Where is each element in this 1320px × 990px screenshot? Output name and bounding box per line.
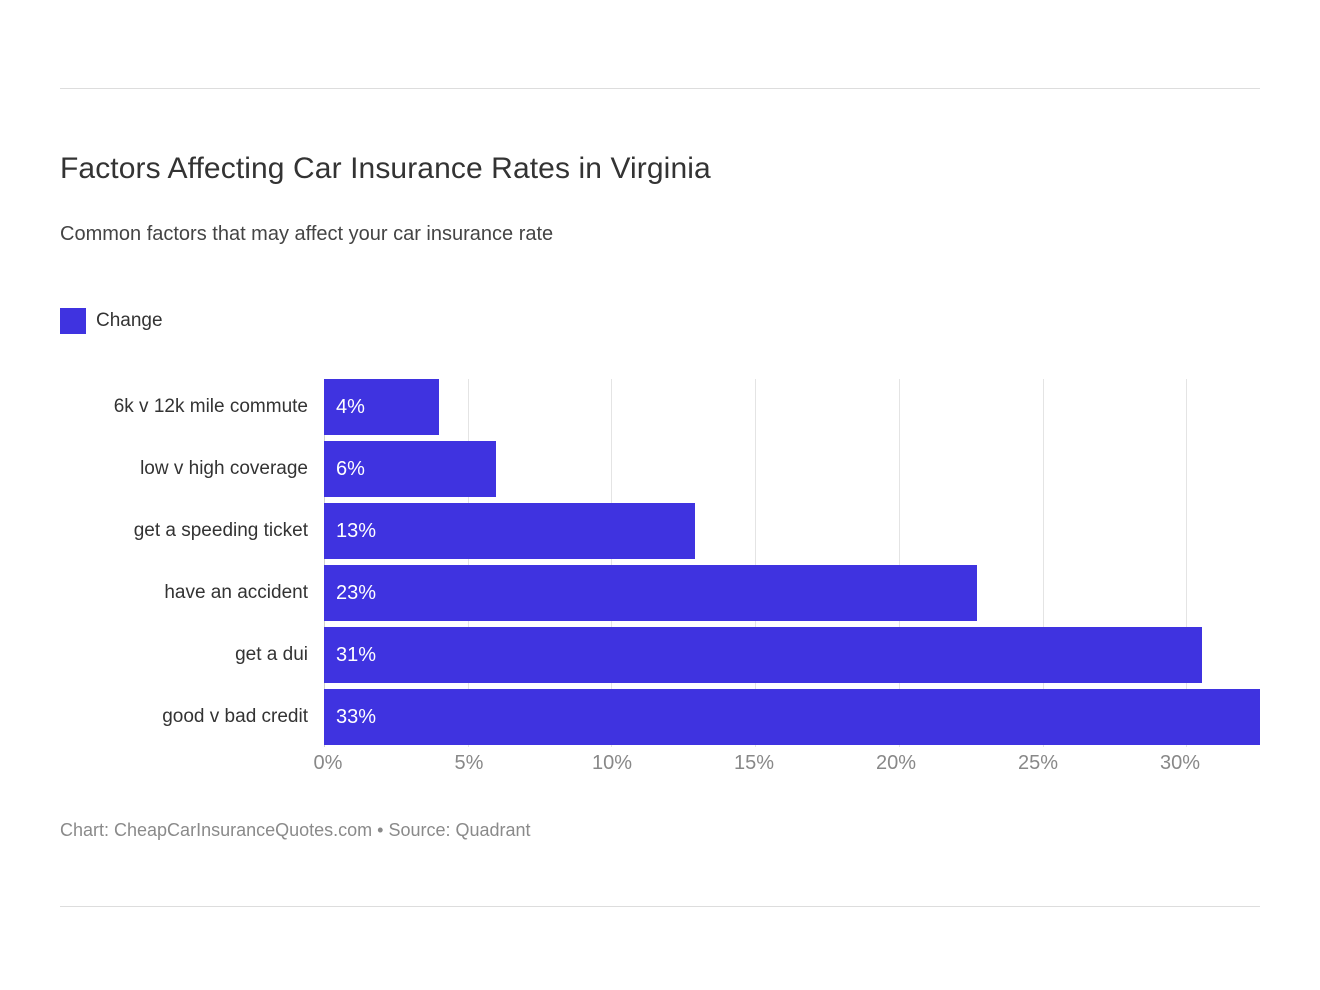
chart-source-note: Chart: CheapCarInsuranceQuotes.com • Source: Quadrant	[60, 820, 531, 840]
divider-top	[60, 88, 1260, 89]
bar-value: 13%	[336, 520, 377, 542]
x-tick: 5%	[454, 752, 484, 774]
x-tick: 30%	[1159, 752, 1201, 774]
category-label: good v bad credit	[162, 706, 308, 727]
bar-value: 4%	[336, 396, 365, 418]
category-label: get a dui	[235, 644, 308, 665]
bar-value: 23%	[336, 582, 377, 604]
page-subtitle: Common factors that may affect your car insurance rate	[60, 223, 554, 245]
category-label: get a speeding ticket	[133, 520, 308, 541]
category-axis-labels	[40, 379, 308, 747]
bar-value: 33%	[336, 706, 377, 728]
plot-area	[324, 379, 1260, 747]
x-tick: 0%	[313, 752, 343, 774]
bar-value: 31%	[336, 644, 377, 666]
x-axis	[313, 752, 1260, 786]
bar-value: 6%	[336, 458, 365, 480]
x-tick: 20%	[875, 752, 917, 774]
legend-label-change: Change	[96, 310, 163, 331]
legend-swatch-change	[60, 308, 86, 334]
x-tick: 10%	[591, 752, 633, 774]
page-title: Factors Affecting Car Insurance Rates in Virginia	[60, 152, 711, 185]
category-label: low v high coverage	[140, 458, 308, 479]
chart-legend	[60, 308, 163, 334]
x-tick: 15%	[733, 752, 775, 774]
bars	[324, 379, 1260, 747]
bar-good-v-bad-credit[interactable]	[324, 689, 1260, 745]
category-label: 6k v 12k mile commute	[113, 396, 308, 417]
x-tick: 25%	[1017, 752, 1059, 774]
divider-bottom	[60, 906, 1260, 907]
bar-have-an-accident[interactable]	[324, 565, 977, 621]
bar-get-a-speeding-ticket[interactable]	[324, 503, 695, 559]
category-label: have an accident	[164, 582, 308, 603]
bar-get-a-dui[interactable]	[324, 627, 1202, 683]
